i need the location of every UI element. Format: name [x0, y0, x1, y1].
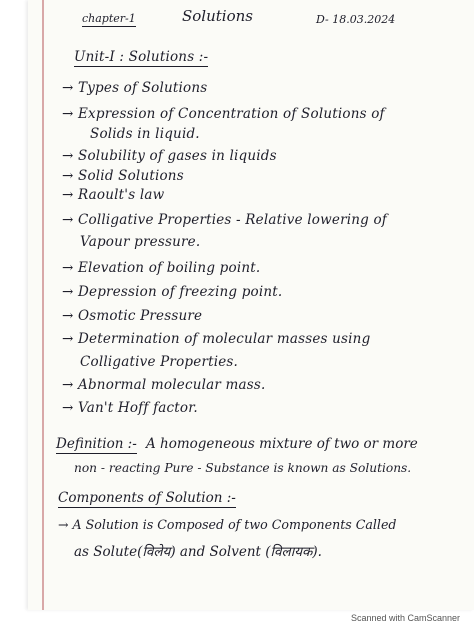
- list-item: → Colligative Properties - Relative lowering of: [62, 212, 387, 228]
- list-item: → Solid Solutions: [62, 168, 184, 184]
- date-label: D- 18.03.2024: [316, 13, 396, 26]
- components-heading: Components of Solution :-: [58, 490, 236, 506]
- unit-heading: Unit-I : Solutions :-: [74, 49, 209, 65]
- components-line: → A Solution is Composed of two Components Called: [58, 517, 397, 532]
- components-line: as Solute(विलेय) and Solvent (विलायक).: [74, 544, 322, 560]
- list-item: → Elevation of boiling point.: [62, 260, 261, 276]
- list-item: → Abnormal molecular mass.: [62, 377, 266, 393]
- list-item: → Types of Solutions: [62, 80, 208, 96]
- chapter-label: chapter-1: [82, 12, 136, 25]
- definition-line: A homogeneous mixture of two or more: [146, 436, 418, 452]
- list-item: Solids in liquid.: [90, 126, 200, 142]
- list-item: → Depression of freezing point.: [62, 284, 283, 300]
- definition-line: non - reacting Pure - Substance is known as Solutions.: [74, 461, 412, 475]
- list-item: → Solubility of gases in liquids: [62, 148, 277, 164]
- margin-line: [42, 0, 44, 610]
- definition-label: Definition :-: [56, 436, 137, 452]
- scanner-watermark: Scanned with CamScanner: [350, 613, 460, 623]
- list-item: → Raoult's law: [62, 187, 165, 203]
- page-title: Solutions: [182, 7, 253, 25]
- list-item: Vapour pressure.: [80, 234, 201, 250]
- list-item: → Osmotic Pressure: [62, 308, 203, 324]
- list-item: Colligative Properties.: [80, 354, 239, 370]
- list-item: → Expression of Concentration of Solutions of: [62, 106, 385, 122]
- list-item: → Determination of molecular masses using: [62, 331, 371, 347]
- list-item: → Van't Hoff factor.: [62, 400, 198, 416]
- notebook-page: [28, 0, 474, 610]
